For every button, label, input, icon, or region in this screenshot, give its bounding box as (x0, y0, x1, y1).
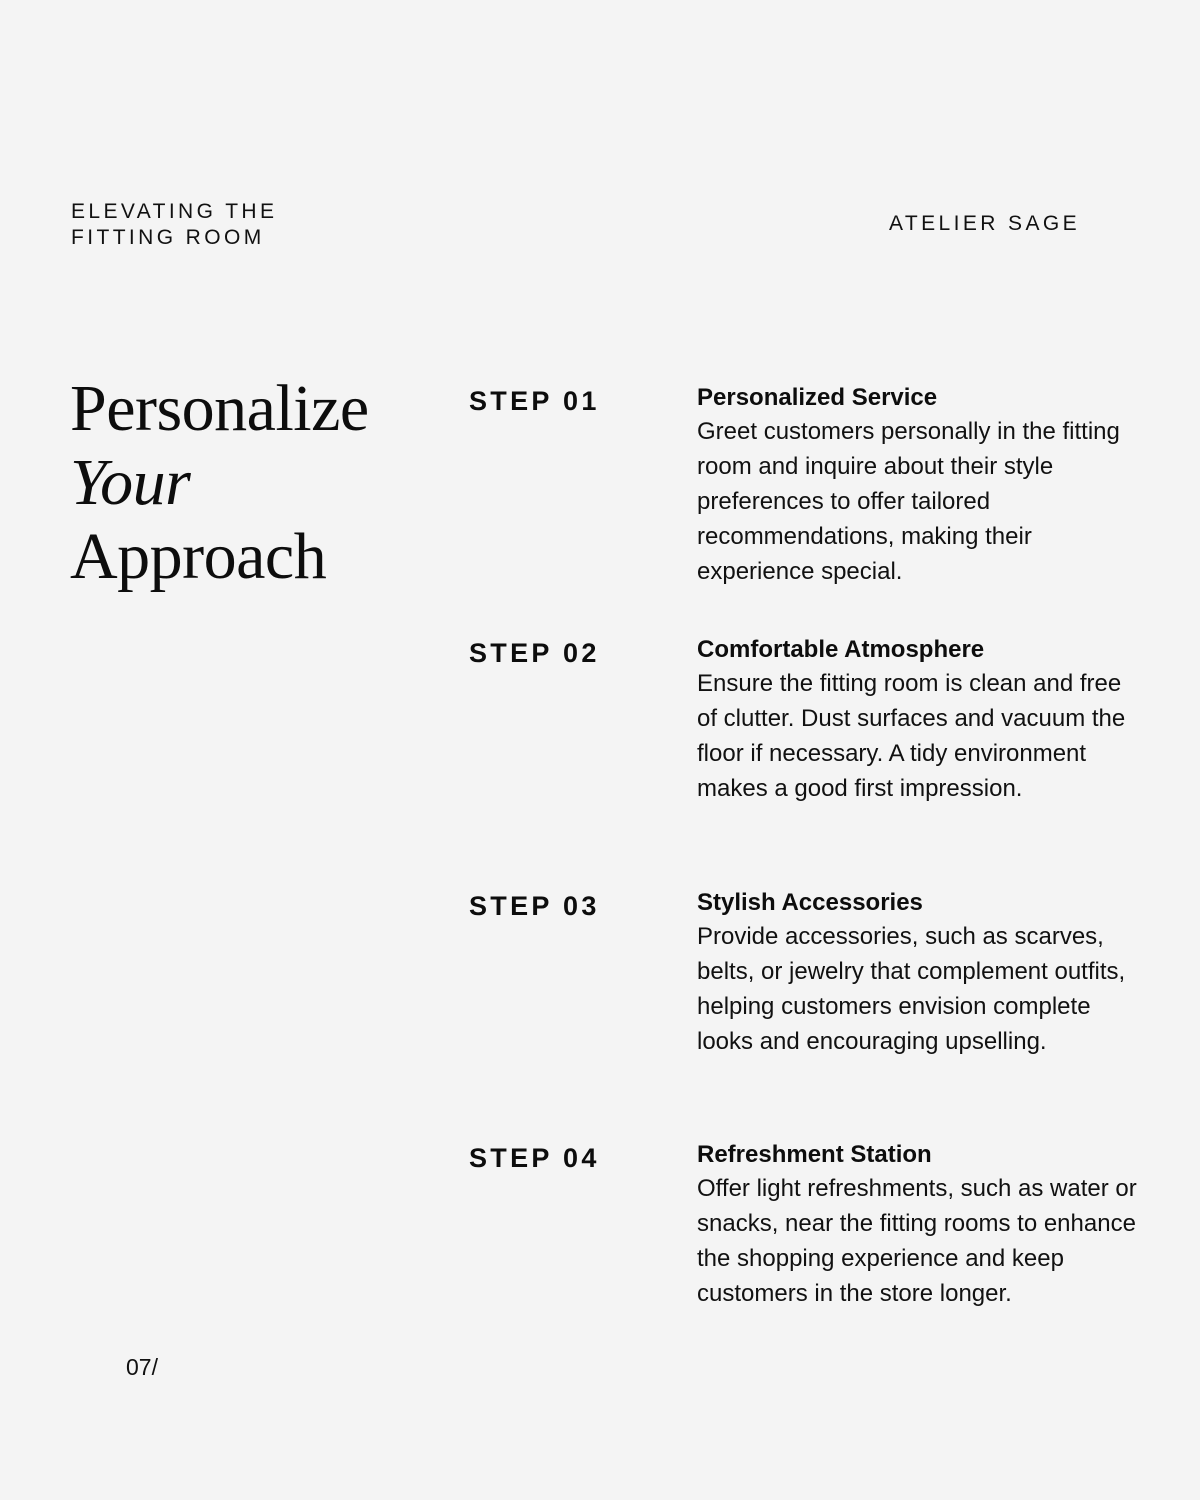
step-body (697, 1138, 1137, 1311)
title-line-3: Approach (70, 520, 327, 593)
step-label: STEP 01 (469, 386, 600, 416)
step-label: STEP 04 (469, 1143, 600, 1173)
brand-name: ATELIER SAGE (889, 212, 1080, 235)
page-title (70, 372, 369, 594)
step-body (697, 633, 1137, 806)
title-line-2: Your (70, 446, 191, 519)
section-kicker (71, 199, 371, 251)
kicker-line-1: ELEVATING THE (71, 200, 278, 223)
step-title: Stylish Accessories (697, 889, 923, 916)
step-body (697, 381, 1137, 589)
kicker-line-2: FITTING ROOM (71, 226, 265, 249)
title-line-1: Personalize (70, 372, 369, 445)
step-title: Personalized Service (697, 384, 938, 411)
step-title: Refreshment Station (697, 1141, 932, 1168)
step-description: Provide accessories, such as scarves, belts, or jewelry that complement outfits, helping customers envision complete looks and encouraging upselling. (697, 923, 1126, 1055)
step-label: STEP 02 (469, 638, 600, 668)
page-number: 07/ (126, 1354, 158, 1380)
step-description: Offer light refreshments, such as water or snacks, near the fitting rooms to enhance the shopping experience and keep customers in the store longer. (697, 1175, 1137, 1307)
step-description: Greet customers personally in the fitting room and inquire about their style preferences to offer tailored recommendations, making their experience special. (697, 418, 1120, 585)
step-description: Ensure the fitting room is clean and free of clutter. Dust surfaces and vacuum the floor if necessary. A tidy environment makes a good first impression. (697, 670, 1126, 802)
step-title: Comfortable Atmosphere (697, 636, 985, 663)
step-body (697, 886, 1137, 1059)
step-label: STEP 03 (469, 891, 600, 921)
